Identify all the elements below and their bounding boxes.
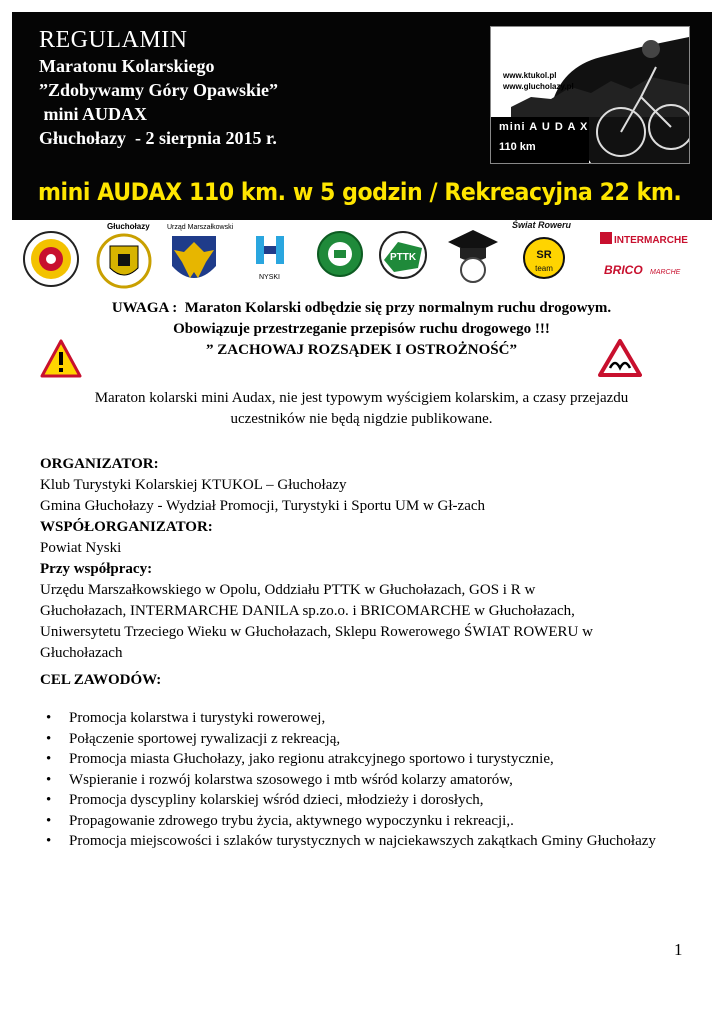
distance-banner: mini AUDAX 110 km. w 5 godzin / Rekreacyjna 22 km. [38,178,682,206]
list-item: • Promocja miasta Głuchołazy, jako regionu atrakcyjnego sportowo i turystycznie, [40,749,685,770]
glucholazy-crest-icon [96,232,152,290]
list-item: • Promocja miejscowości i szlaków turystycznych w najciekawszych zakątkach Gminy Głuchołazy [40,831,685,852]
coorganizer-line-1: Powiat Nyski [40,540,122,556]
sr-text: SR [536,249,552,261]
title-line-4: Głuchołazy - 2 sierpnia 2015 r. [39,128,277,148]
title-block [39,26,278,150]
intro-line-1: Maraton kolarski mini Audax, nie jest typowym wyścigiem kolarskim, a czasy przejazdu [94,390,629,406]
header-banner [12,12,712,220]
cooperation-line-3: Uniwersytetu Trzeciego Wieku w Głuchołazach, Sklepu Rowerowego ŚWIAT ROWERU w [40,624,593,640]
title-line-2: ”Zdobywamy Góry Opawskie” [39,80,279,100]
glucholazy-caption: Głuchołazy [107,222,150,231]
sr-team-logo-icon [522,236,566,280]
intro-paragraph [40,388,683,430]
logo-url-1: www.ktukol.pl [503,71,557,80]
pttk-text: PTTK [389,252,417,263]
title-line-3: mini AUDAX [39,104,148,124]
nyski-logo-icon [252,232,288,268]
ktukol-logo [22,230,80,288]
swiat-roweru-caption: Świat Roweru [512,220,572,230]
team-text: team [535,264,553,273]
intermarche-brico-logo-icon [600,230,700,282]
notice-line-2: Obowiązuje przestrzeganie przepisów ruchu drogowego !!! [173,321,550,337]
document-title: REGULAMIN [39,27,188,53]
event-logo [490,26,690,164]
notice-line-3: ” ZACHOWAJ ROZSĄDEK I OSTROŻNOŚĆ” [206,342,517,358]
cooperation-line-1: Urzędu Marszałkowskiego w Opolu, Oddziału PTTK w Głuchołazach, GOS i R w [40,582,536,598]
utw-graduation-cap-icon [446,226,500,284]
logo-url-2: www.glucholazy.pl [503,82,574,91]
list-item: • Połączenie sportowej rywalizacji z rekreacją, [40,729,685,750]
warning-exclamation-icon [40,338,82,380]
cooperation-line-4: Głuchołazach [40,645,123,661]
brico-text: BRICO [604,263,643,277]
goals-heading: CEL ZAWODÓW: [40,672,162,688]
intermarche-text: INTERMARCHE [614,235,688,246]
title-line-1: Maratonu Kolarskiego [39,56,215,76]
logo-badge-distance: 110 km [499,141,536,153]
nyski-caption: NYSKI [259,274,281,281]
road-bump-warning-icon [598,338,642,378]
coorganizer-heading: WSPÓŁORGANIZATOR: [40,519,213,535]
organizer-section [40,454,593,664]
gosir-logo-icon [316,230,364,278]
marche-text: MARCHE [650,269,681,276]
sponsor-logos [12,218,712,290]
intro-line-2: uczestników nie będą nigdzie publikowane. [230,411,493,427]
list-item: • Wspieranie i rozwój kolarstwa szosowego i mtb wśród kolarzy amatorów, [40,770,685,791]
page-number: 1 [674,940,683,959]
logo-badge [491,117,589,163]
organizer-line-1: Klub Turystyki Kolarskiej KTUKOL – Głuchołazy [40,477,347,493]
logo-badge-name: mini A U D A X [499,121,589,133]
cooperation-line-2: Głuchołazach, INTERMARCHE DANILA sp.zo.o. i BRICOMARCHE w Głuchołazach, [40,603,575,619]
organizer-line-2: Gmina Głuchołazy - Wydział Promocji, Turystyki i Sportu UM w Gł-zach [40,498,486,514]
warning-notice [40,298,683,361]
urzad-caption: Urząd Marszałkowski [167,224,234,231]
list-item: • Promocja kolarstwa i turystyki rowerowej, [40,708,685,729]
goals-list [40,708,685,852]
list-item: • Promocja dyscypliny kolarskiej wśród dzieci, młodzieży i dorosłych, [40,790,685,811]
cooperation-heading: Przy współpracy: [40,561,153,577]
list-item: • Propagowanie zdrowego trybu życia, aktywnego wypoczynku i rekreacji,. [40,811,685,832]
organizer-heading: ORGANIZATOR: [40,456,159,472]
opole-eagle-crest-icon [168,232,220,290]
pttk-logo-icon [378,230,428,280]
notice-line-1: UWAGA : Maraton Kolarski odbędzie się przy normalnym ruchu drogowym. [111,300,612,316]
